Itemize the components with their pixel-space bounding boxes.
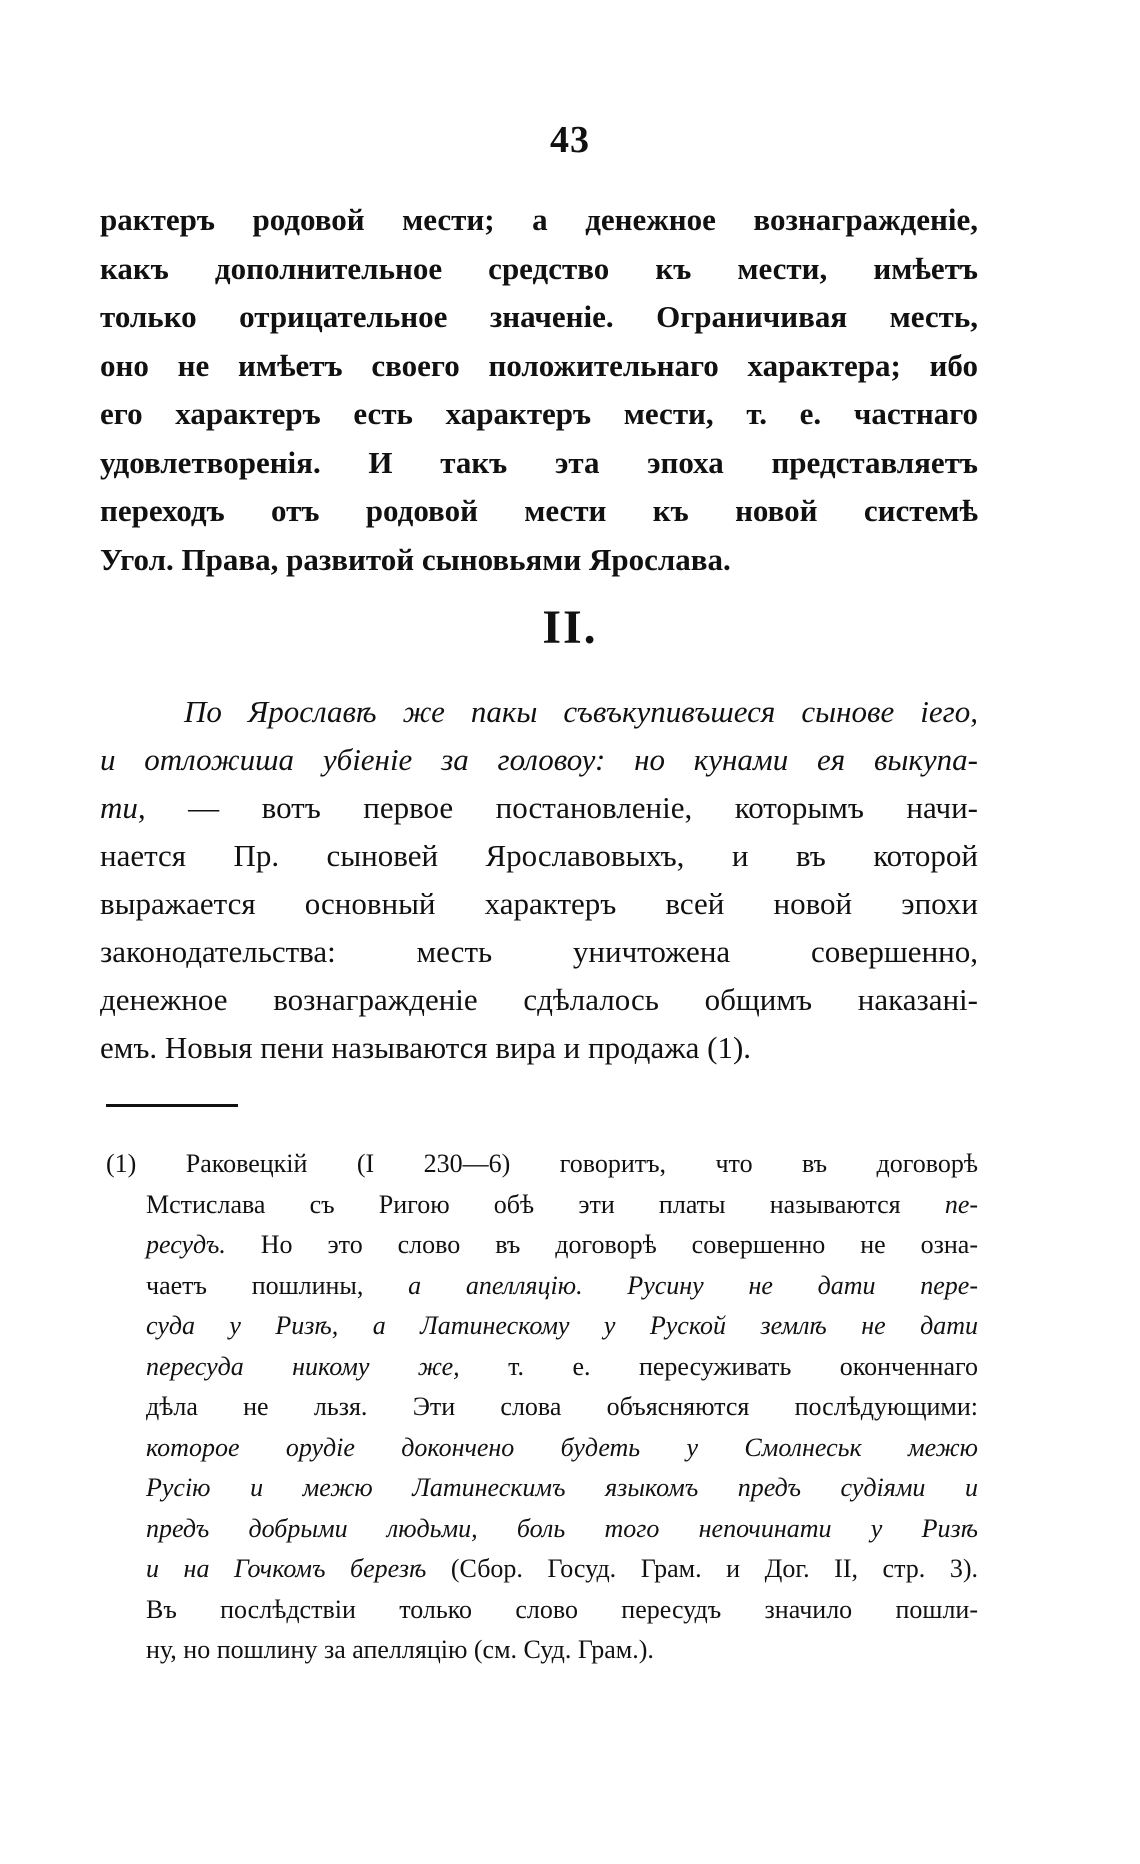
quote-line: По Ярославѣ же пакы съвъкупивъшеся сынове іего, <box>184 694 978 729</box>
footnote-line: (1) Раковецкій (I 230—6) говоритъ, что въ договорѣ <box>106 1149 978 1178</box>
paragraph-2-line: емъ. Новыя пени называются вира и продажа (1). <box>100 1030 752 1065</box>
quote-line: и отложиша убіеніе за головоу: но кунами ея выкупа- <box>100 742 978 777</box>
footnote-line: которое орудіе докончено будеть у Смолнеськ межю <box>146 1432 978 1462</box>
paragraph-1-line: удовлетворенія. И такъ эта эпоха представляетъ <box>100 444 978 480</box>
paragraph-1-line: его характеръ есть характеръ мести, т. е. частнаго <box>100 396 978 431</box>
paragraph-1-line: переходъ отъ родовой мести къ новой системѣ <box>100 493 978 528</box>
footnote-line <box>106 1225 978 1266</box>
paragraph-2-line: законодательства: месть уничтожена совершенно, <box>100 934 978 969</box>
footnote-text: Но это слово въ договорѣ совершенно не озна- <box>260 1230 978 1259</box>
paragraph-2-line: нается Пр. сыновей Ярославовыхъ, и въ которой <box>100 838 978 873</box>
footnote-line <box>106 1347 978 1388</box>
paragraph-1-line: Угол. Права, развитой сыновьями Ярослава. <box>100 541 731 577</box>
paragraph-2-line: выражается основный характеръ всей новой эпохи <box>100 886 978 921</box>
footnote-text: чаетъ пошлины, <box>146 1270 364 1300</box>
footnote-italic: пе- <box>944 1189 979 1219</box>
footnote-line: предъ добрыми людьми, боль того непочинати у Ризѣ <box>146 1513 978 1543</box>
footnote-italic: а апелляцію. Русину не дати пере- <box>408 1270 979 1300</box>
paragraph-1-line: рактеръ родовой мести; а денежное вознагражденіе, <box>100 202 978 237</box>
footnote-italic: и на Гочкомъ березѣ <box>146 1554 427 1583</box>
quote-end: ти, <box>100 790 146 825</box>
footnote-line: Въ послѣдствіи только слово пересудъ значило пошли- <box>146 1594 978 1624</box>
paragraph-2-text: — вотъ первое постановленіе, которымъ начи- <box>188 790 979 825</box>
footnote <box>106 1144 978 1671</box>
footnote-divider <box>106 1104 238 1107</box>
section-heading: II. <box>542 601 598 654</box>
paragraph-1-line: какъ дополнительное средство къ мести, имѣетъ <box>100 250 978 286</box>
footnote-line: ну, но пошлину за апелляцію (см. Суд. Грам.). <box>146 1635 654 1664</box>
footnote-line <box>106 1266 978 1307</box>
footnote-text: Мстислава съ Ригою обѣ эти платы называются <box>146 1189 901 1219</box>
footnote-line <box>106 1185 978 1226</box>
footnote-text: (Сбор. Госуд. Грам. и Дог. II, стр. 3). <box>450 1554 978 1583</box>
footnote-text: т. е. пересуживать оконченнаго <box>508 1351 978 1381</box>
footnote-line <box>106 1549 978 1590</box>
footnote-italic: ресудъ. <box>146 1230 226 1259</box>
paragraph-1-line: оно не имѣетъ своего положительнаго характера; ибо <box>100 347 978 383</box>
paragraph-1-line: только отрицательное значеніе. Ограничивая месть, <box>100 299 978 334</box>
page-number: 43 <box>550 119 590 161</box>
footnote-line: дѣла не льзя. Эти слова объясняются послѣдующими: <box>146 1392 978 1421</box>
paragraph-2-line <box>100 784 978 832</box>
footnote-line: суда у Ризѣ, а Латинескому у Руской землѣ не дати <box>146 1311 978 1340</box>
footnote-line: Русію и межю Латинескимъ языкомъ предъ судіями и <box>146 1473 978 1502</box>
paragraph-1 <box>100 196 978 584</box>
paragraph-2 <box>100 688 978 1072</box>
footnote-italic: пересуда никому же, <box>146 1351 460 1381</box>
paragraph-2-line: денежное вознагражденіе сдѣлалось общимъ наказані- <box>100 982 978 1017</box>
